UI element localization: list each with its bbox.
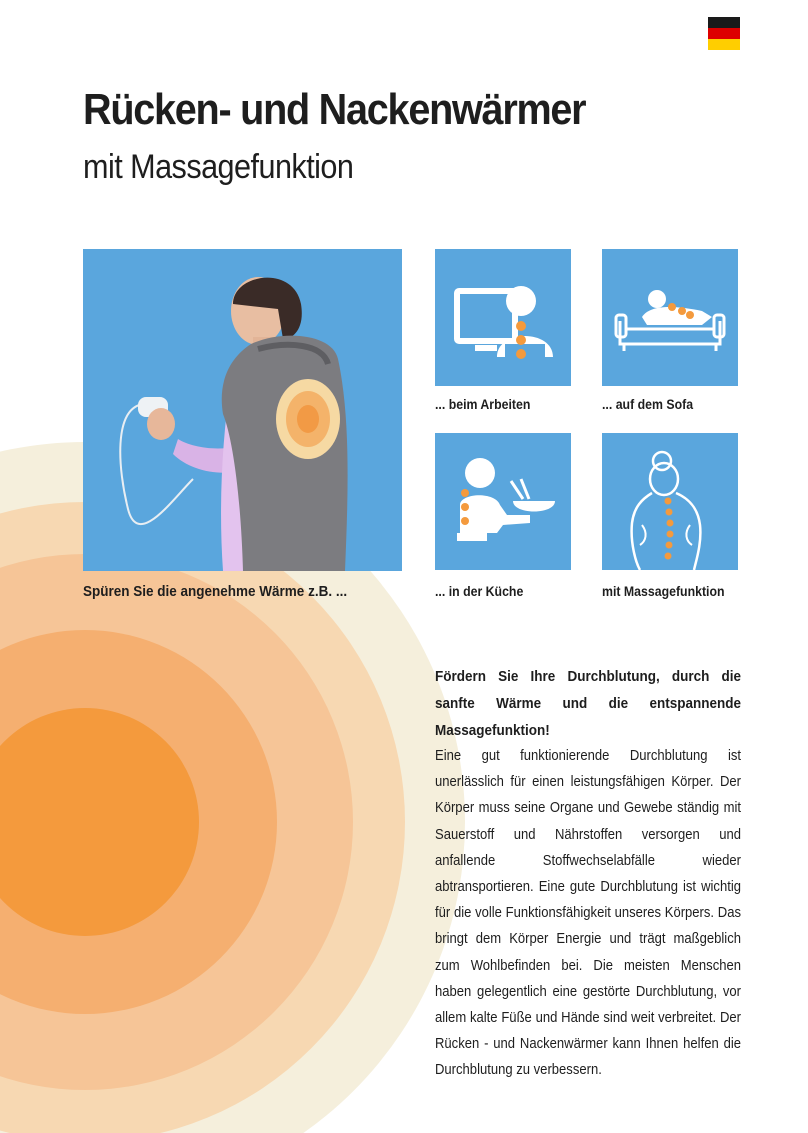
massage-back-icon [602,433,738,570]
germany-flag-icon [708,17,740,50]
tile-caption-work: ... beim Arbeiten [435,396,531,412]
page-subtitle: mit Massagefunktion [83,148,354,186]
working-at-desk-icon [435,249,571,386]
page-title: Rücken- und Nackenwärmer [83,85,586,134]
lead-paragraph: Fördern Sie Ihre Durchblutung, durch die sanfte Wärme und die entspannende Massagefunktion! [435,668,741,739]
photo-caption: Spüren Sie die angenehme Wärme z.B. ... [83,583,348,600]
kitchen-cooking-icon [435,433,571,570]
tile-caption-massage: mit Massagefunktion [602,583,725,599]
body-paragraph: Eine gut funktionierende Durchblutung ist unerlässlich für einen leistungsfähigen Körper. Der Körper muss seine Organe und Gewebe ständig mit Sauerstoff und Nährstoffen versorgen und anfallende Stoffwechselabfälle wieder abtransportieren. Eine gute Durchblutung ist wichtig für die volle Funktionsfähigkeit unseres Körpers. Das bringt dem Körper Energie und trägt maßgeblich zum Wohlbefinden bei. Die meisten Menschen haben gelegentlich eine gestörte Durchblutung, vor allem kalte Füße und Hände sind weit verbreitet. Der Rücken - und Nackenwärmer kann Ihnen helfen die Durchblutung zu verbessern. [435,748,741,1079]
tile-caption-sofa: ... auf dem Sofa [602,396,694,412]
lying-on-sofa-icon [602,249,738,386]
tile-caption-kitchen: ... in der Küche [435,583,524,599]
product-photo [83,249,402,571]
